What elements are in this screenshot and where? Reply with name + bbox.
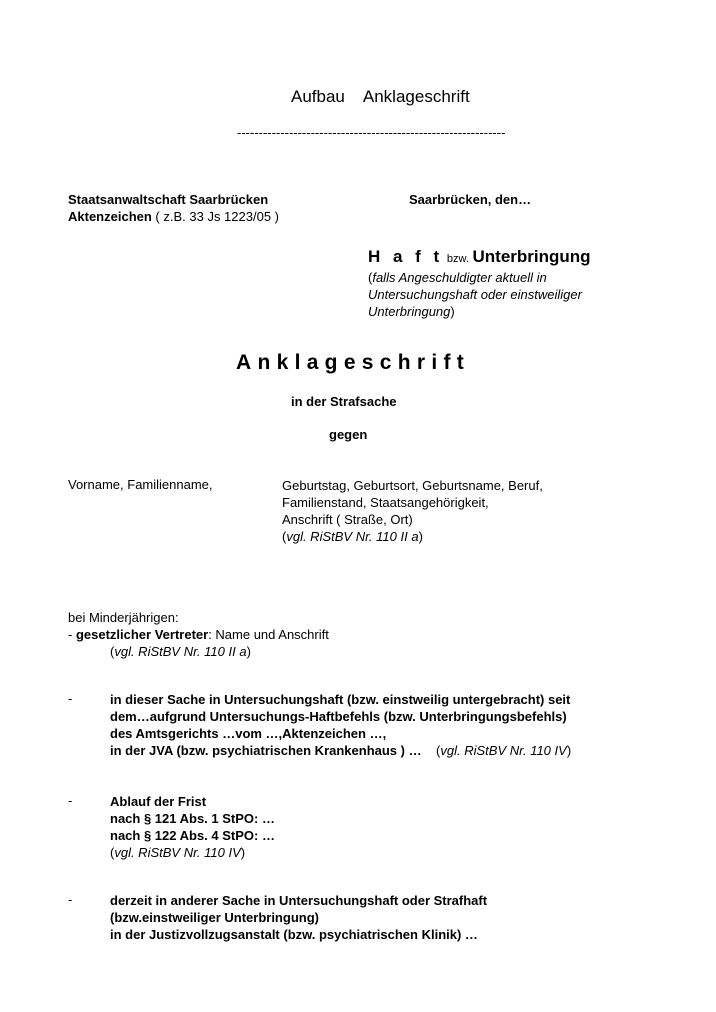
item-line: Ablauf der Frist	[110, 794, 207, 809]
title-separator: --------------------------------------------------------------	[237, 125, 506, 140]
minors-label: bei Minderjährigen:	[68, 610, 179, 625]
subheading-gegen: gegen	[329, 427, 368, 442]
page-title	[291, 87, 470, 107]
item-line: in der Justizvollzugsanstalt (bzw. psychiatrischen Klinik) …	[110, 927, 478, 942]
item-line: in dieser Sache in Untersuchungshaft (bzw. einstweilig untergebracht) seit	[110, 692, 571, 707]
item-line: in der JVA (bzw. psychiatrischen Krankenhaus ) … (vgl. RiStBV Nr. 110 IV)	[110, 743, 572, 758]
person-details-line2: Familienstand, Staatsangehörigkeit,	[282, 495, 489, 510]
list-item	[110, 892, 487, 943]
title-part1: Aufbau	[291, 87, 345, 106]
item-line: derzeit in anderer Sache in Untersuchungshaft oder Strafhaft	[110, 893, 488, 908]
item-line: nach § 122 Abs. 4 StPO: …	[110, 828, 275, 843]
authority-name: Staatsanwaltschaft Saarbrücken	[68, 192, 269, 207]
legal-representative: - gesetzlicher Vertreter: Name und Anschrift	[68, 627, 329, 642]
detention-note-line2: Untersuchungshaft oder einstweiliger	[368, 287, 582, 302]
item-ref: (vgl. RiStBV Nr. 110 IV)	[110, 845, 246, 860]
item-line: des Amtsgerichts …vom …,Aktenzeichen …,	[110, 726, 387, 741]
bzw-label: bzw.	[446, 253, 469, 265]
detention-note-line1: (falls Angeschuldigter aktuell in	[368, 270, 547, 285]
detention-heading	[368, 247, 591, 267]
title-part2: Anklageschrift	[362, 87, 470, 106]
person-details-line1: Geburtstag, Geburtsort, Geburtsname, Beruf,	[282, 478, 543, 493]
subheading-strafsache: in der Strafsache	[291, 394, 397, 409]
item-line: (bzw.einstweiliger Unterbringung)	[110, 910, 319, 925]
person-details-ref: (vgl. RiStBV Nr. 110 II a)	[282, 529, 423, 544]
list-item	[110, 691, 571, 759]
file-example: ( z.B. 33 Js 1223/05 )	[151, 209, 279, 224]
file-number	[68, 209, 279, 224]
detention-note	[368, 269, 582, 320]
item-line: dem…aufgrund Untersuchungs-Haftbefehls (bzw. Unterbringungsbefehls)	[110, 709, 567, 724]
place-date: Saarbrücken, den…	[409, 192, 532, 207]
detention-note-line3: Unterbringung)	[368, 304, 455, 319]
item-dash: -	[68, 793, 73, 808]
item-dash: -	[68, 691, 73, 706]
minors-ref: (vgl. RiStBV Nr. 110 II a)	[110, 644, 251, 659]
item-line: nach § 121 Abs. 1 StPO: …	[110, 811, 275, 826]
person-name-fields: Vorname, Familienname,	[68, 477, 213, 492]
item-dash: -	[68, 892, 73, 907]
file-label: Aktenzeichen	[68, 209, 152, 224]
person-details	[282, 477, 543, 545]
person-details-line3: Anschrift ( Straße, Ort)	[282, 512, 413, 527]
unterbringung-label: Unterbringung	[472, 247, 591, 266]
list-item	[110, 793, 275, 861]
minors-block	[68, 609, 329, 660]
document-heading: Anklageschrift	[236, 351, 471, 374]
haft-label: H a f t	[368, 247, 444, 266]
